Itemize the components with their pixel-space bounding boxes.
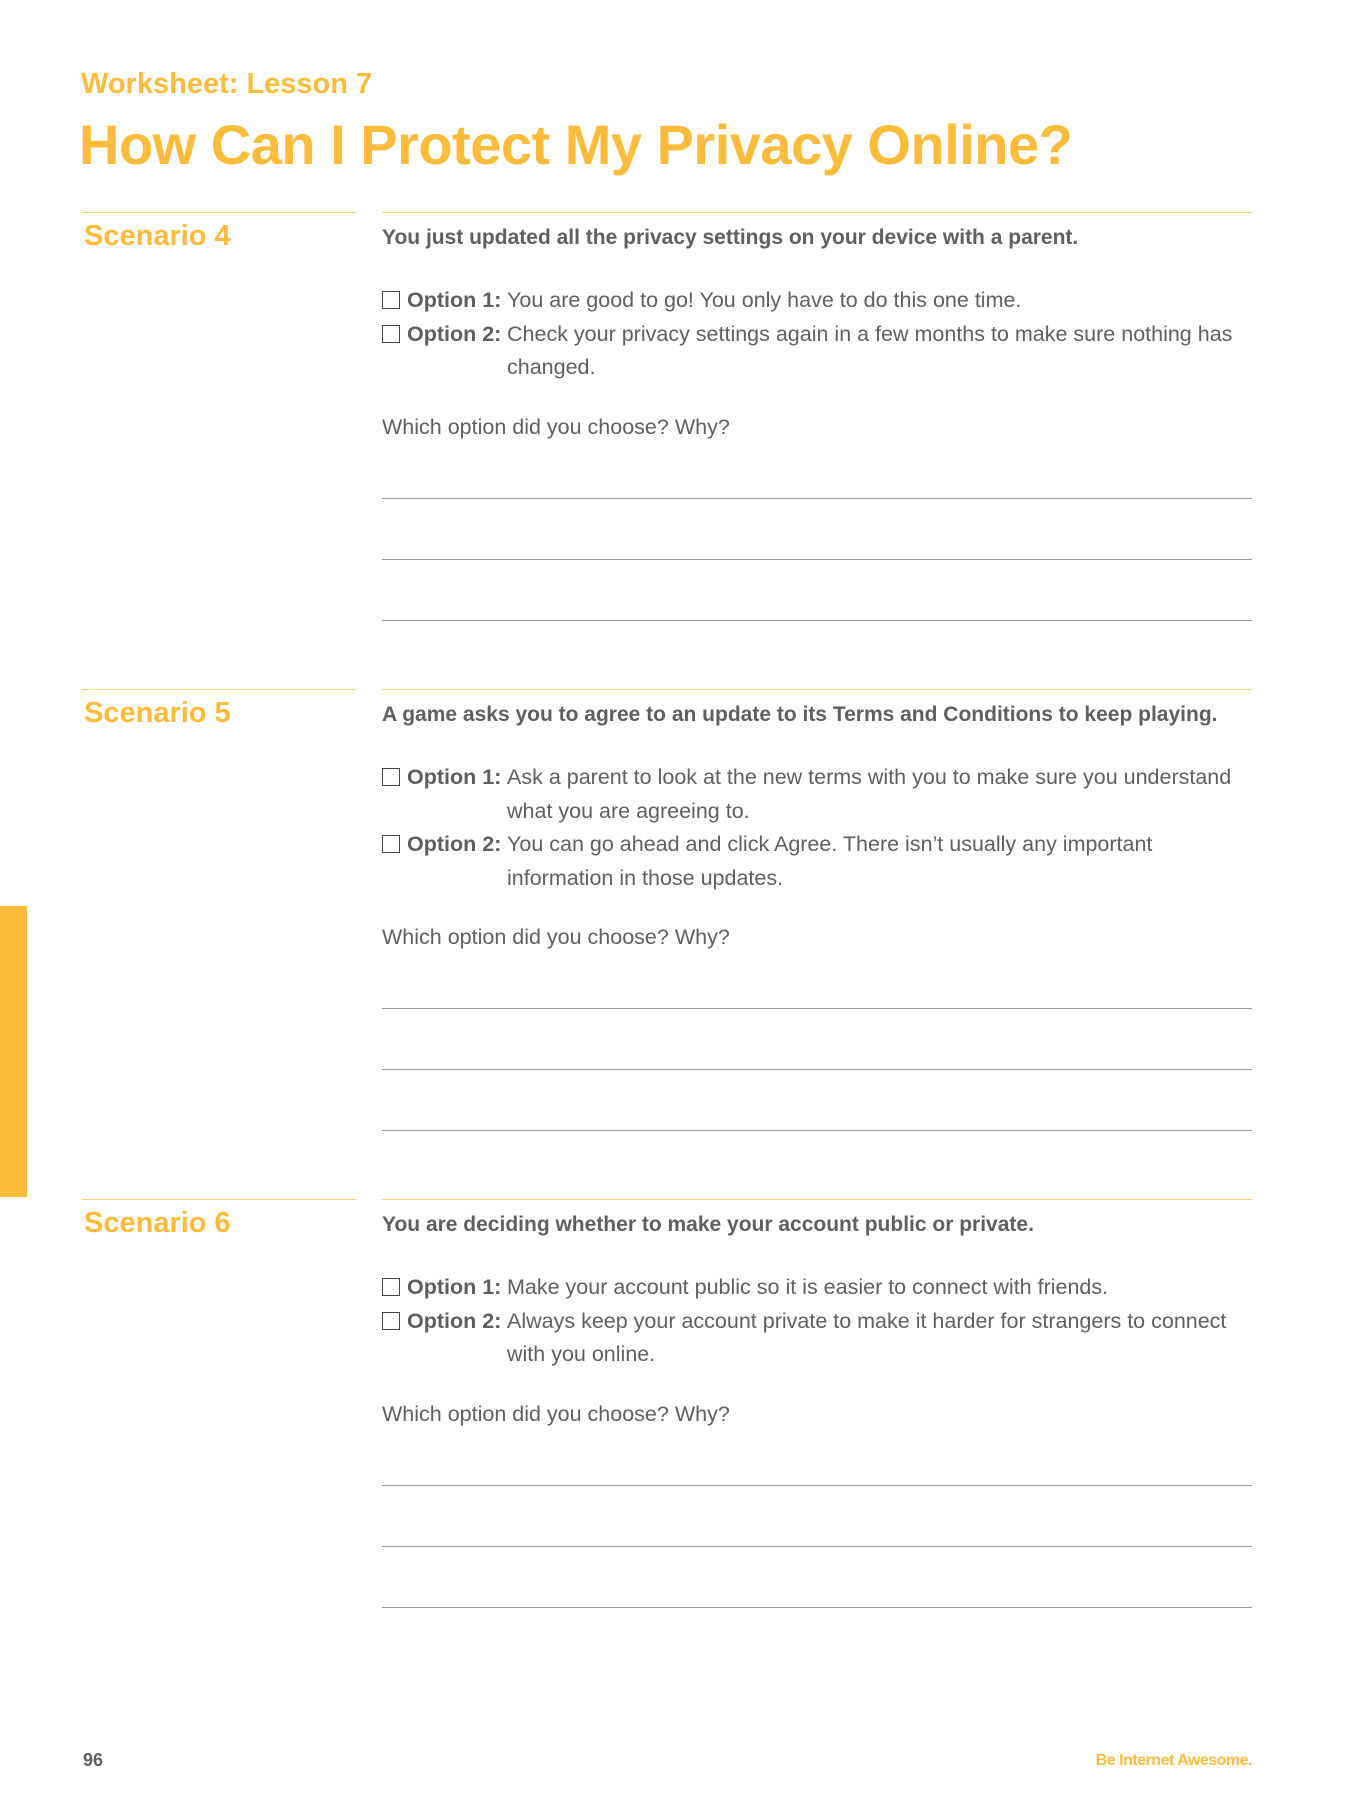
answer-line[interactable] — [382, 1546, 1252, 1547]
option-text: Always keep your account private to make it harder for strangers to connect with you online. — [507, 1308, 1227, 1366]
checkbox[interactable] — [382, 835, 400, 853]
divider — [82, 689, 356, 690]
answer-line[interactable] — [382, 1008, 1252, 1009]
option-text: Check your privacy settings again in a few months to make sure nothing has changed. — [507, 321, 1233, 379]
checkbox[interactable] — [382, 768, 400, 786]
worksheet-kicker: Worksheet: Lesson 7 — [81, 68, 373, 100]
answer-line[interactable] — [382, 1485, 1252, 1486]
question: Which option did you choose? Why? — [382, 415, 730, 439]
option-text: Ask a parent to look at the new terms with you to make sure you understand what you are agreeing to. — [507, 765, 1232, 823]
divider — [82, 1199, 356, 1200]
page-title: How Can I Protect My Privacy Online? — [79, 113, 1073, 176]
option-label: Option 2: — [407, 321, 502, 346]
option-list — [382, 284, 1262, 385]
checkbox[interactable] — [382, 325, 400, 343]
option-text: Make your account public so it is easier to connect with friends. — [507, 1275, 1109, 1299]
answer-line[interactable] — [382, 559, 1252, 560]
answer-line[interactable] — [382, 498, 1252, 499]
brand-logo-text: Be Internet Awesome. — [1095, 1752, 1252, 1769]
question: Which option did you choose? Why? — [382, 1402, 730, 1426]
scenario-label: Scenario 6 — [84, 1207, 231, 1239]
scenario-prompt: A game asks you to agree to an update to its Terms and Conditions to keep playing. — [382, 703, 1218, 726]
option-2[interactable] — [382, 318, 1262, 385]
option-list — [382, 1271, 1262, 1372]
option-1[interactable] — [382, 1271, 1262, 1305]
checkbox[interactable] — [382, 291, 400, 309]
scenario-prompt: You just updated all the privacy settings on your device with a parent. — [382, 226, 1079, 249]
answer-line[interactable] — [382, 1130, 1252, 1131]
option-2[interactable] — [382, 828, 1262, 895]
answer-line[interactable] — [382, 620, 1252, 621]
checkbox[interactable] — [382, 1312, 400, 1330]
option-label: Option 1: — [407, 765, 502, 789]
divider — [382, 689, 1252, 690]
scenario-prompt: You are deciding whether to make your account public or private. — [382, 1213, 1034, 1236]
side-tab-marker — [0, 906, 27, 1197]
divider — [382, 212, 1252, 213]
page-number: 96 — [83, 1750, 104, 1770]
option-1[interactable] — [382, 761, 1262, 828]
option-label: Option 1: — [407, 1275, 502, 1299]
answer-line[interactable] — [382, 1069, 1252, 1070]
option-1[interactable] — [382, 284, 1262, 318]
divider — [82, 212, 356, 213]
option-2[interactable] — [382, 1305, 1262, 1372]
option-label: Option 1: — [407, 288, 502, 312]
option-text: You can go ahead and click Agree. There isn’t usually any important information in those updates. — [507, 832, 1153, 890]
scenario-label: Scenario 4 — [84, 220, 231, 252]
answer-line[interactable] — [382, 1607, 1252, 1608]
scenario-label: Scenario 5 — [84, 697, 231, 729]
checkbox[interactable] — [382, 1278, 400, 1296]
option-label: Option 2: — [407, 1308, 502, 1333]
option-text: You are good to go! You only have to do this one time. — [507, 288, 1022, 312]
option-list — [382, 761, 1262, 895]
option-label: Option 2: — [407, 832, 502, 856]
question: Which option did you choose? Why? — [382, 925, 730, 949]
divider — [382, 1199, 1252, 1200]
